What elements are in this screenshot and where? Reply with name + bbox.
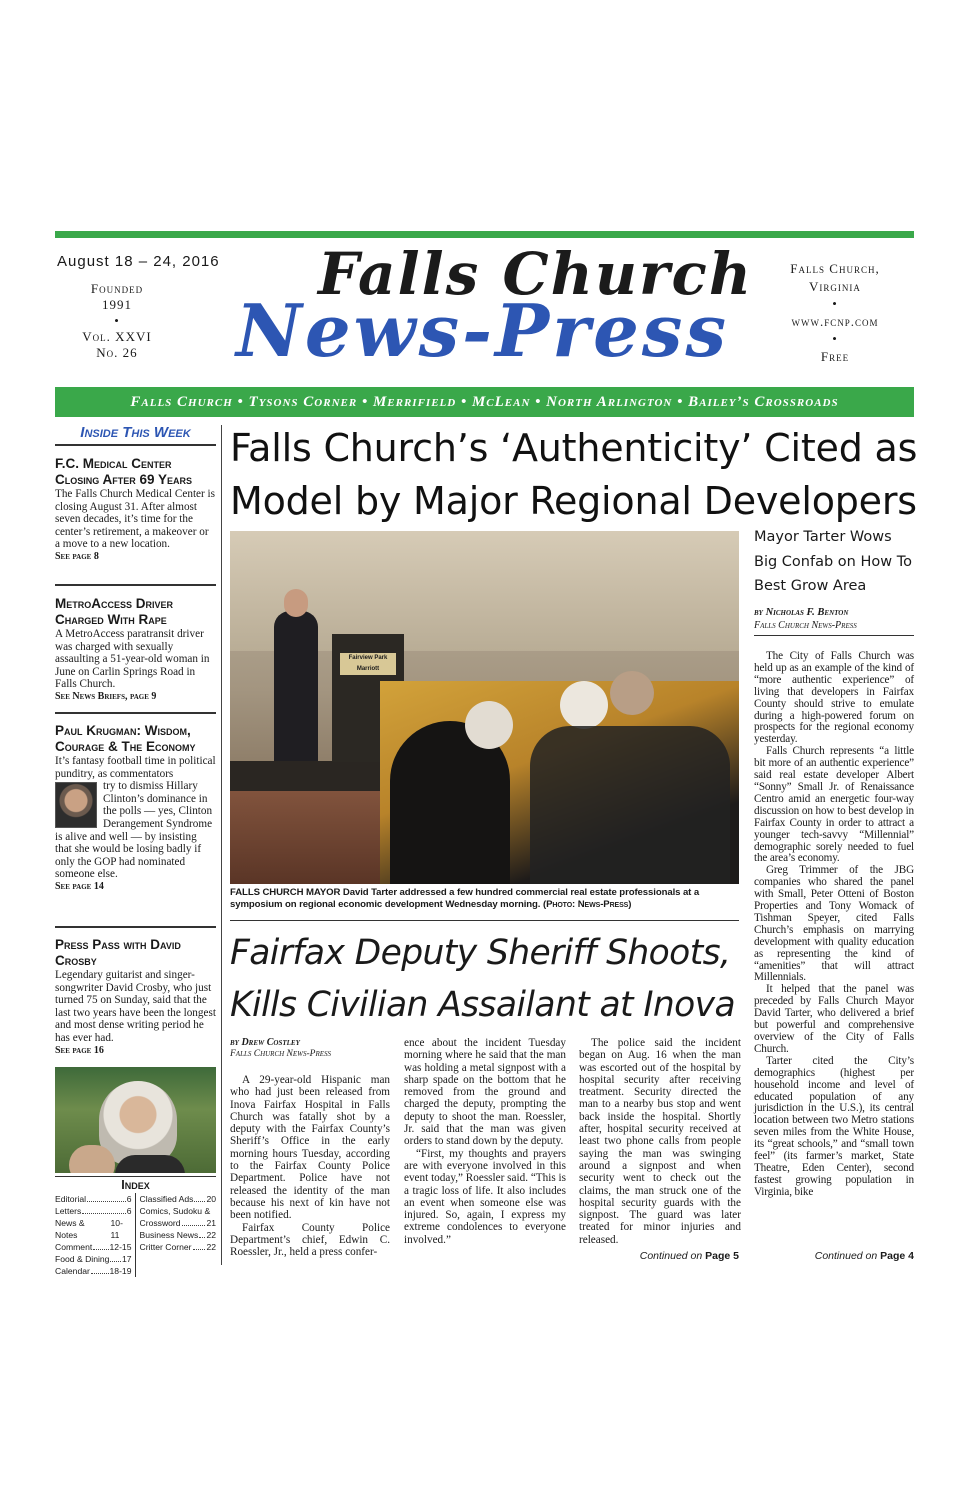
lead-body <box>754 651 914 1199</box>
locations-bar: Falls Church • Tysons Corner • Merrifield • McLean • North Arlington • Bailey’s Crossroads <box>55 387 914 417</box>
logo-news-press: News-Press <box>236 288 729 373</box>
price: Free <box>820 348 850 364</box>
index-right-column <box>136 1193 217 1277</box>
index-leader <box>82 1205 125 1214</box>
index-section: Crossword <box>139 1218 181 1228</box>
speaker <box>274 611 318 761</box>
inside-item-see-page: See News Briefs, page 9 <box>55 690 157 702</box>
lead-photo <box>230 531 739 884</box>
index-leader <box>93 1241 108 1250</box>
lead-outlet: Falls Church News-Press <box>754 620 857 631</box>
inside-item-krugman[interactable] <box>55 723 216 892</box>
caption-text: David Tarter addressed a few hundred commercial real estate professionals at a symposium on regional economic development Wednesday morning. <box>230 887 700 910</box>
index-leader <box>87 1193 126 1202</box>
index-page: 21 <box>206 1218 216 1228</box>
founded-label: Founded <box>90 281 144 296</box>
index-row[interactable] <box>55 1241 132 1253</box>
krugman-photo <box>55 782 97 828</box>
second-continued[interactable] <box>579 1250 739 1262</box>
index-row[interactable] <box>55 1193 132 1205</box>
divider <box>230 920 739 921</box>
second-outlet: Falls Church News-Press <box>230 1049 332 1059</box>
founded-year: 1991 <box>102 297 132 312</box>
index-section: Critter Corner <box>139 1242 192 1252</box>
index-leader <box>194 1193 205 1202</box>
inside-item-see-page: See page 14 <box>55 880 104 892</box>
inside-item-see-page: See page 8 <box>55 550 99 562</box>
lead-byline: by Nicholas F. Benton <box>754 607 849 618</box>
index-leader <box>110 1253 120 1262</box>
paragraph: The City of Falls Church was held up as an example of the kind of “more authentic experience” of living that developers in Fairfax County should strive to emulate during a high-powered forum on prospects for the regional economy yesterday. <box>754 650 914 746</box>
second-body-col2 <box>404 1037 566 1246</box>
inside-item-body-wrap: try to dismiss Hillary Clinton’s dominance in the polls — yes, Clinton Derangement Syndrome <box>103 780 213 830</box>
index-page: 22 <box>206 1230 216 1240</box>
website-link[interactable]: www.fcnp.com <box>791 313 879 329</box>
bullet: • <box>114 313 120 328</box>
paragraph: “First, my thoughts and prayers are with everyone involved in this event today,” Roessler said. “This is a tragic loss of life. It also includes an event when someone else was injured. So, again, I express my extreme condolences to everyone involved.” <box>404 1147 566 1246</box>
inside-item-headline: Paul Krugman: Wisdom, Courage & The Economy <box>55 723 196 754</box>
inside-item-body-rest: is alive and well — by insisting that she would be losing badly if only the GOP had nominated someone else. <box>55 830 202 881</box>
inside-item-medical-center[interactable] <box>55 456 216 562</box>
index-row[interactable] <box>140 1217 217 1229</box>
index-page: 12-15 <box>109 1242 132 1252</box>
inside-this-week-title: Inside This Week <box>80 424 191 441</box>
continued-label: Continued on <box>639 1250 703 1262</box>
divider <box>55 584 216 586</box>
inside-item-body: A MetroAccess paratransit driver was charged with sexually assaulting a 51-year-old woman in June on Carlin Springs Road in Falls Church. <box>55 628 210 691</box>
index-box <box>55 1176 216 1276</box>
masthead-right-info <box>776 260 894 365</box>
index-section: Classified Ads <box>139 1194 194 1204</box>
paragraph: Falls Church represents “a little bit more of an authentic experience” said real estate developer Albert “Sonny” Small Jr. of Renaissance Centro amid an energetic four-way discussion on how to best develop in Fairfax County in order to attract a younger tech-savvy “Millennial” demographic sorely needed to fuel the area’s economy. <box>754 745 914 865</box>
index-row[interactable] <box>55 1217 132 1241</box>
index-section: Editorial <box>55 1194 87 1204</box>
index-page: 18-19 <box>109 1266 132 1276</box>
continued-label: Continued on <box>814 1250 878 1262</box>
index-leader <box>182 1217 206 1226</box>
inside-item-metroaccess[interactable] <box>55 596 216 702</box>
index-row[interactable] <box>140 1229 217 1241</box>
divider <box>55 444 216 446</box>
index-page: 20 <box>206 1194 216 1204</box>
inside-item-body: Legendary guitarist and singer-songwriter David Crosby, who just turned 75 on Sunday, said that the last two years have been the longest and most dense writing period he has ever had. <box>55 969 216 1044</box>
index-leader <box>193 1241 206 1250</box>
index-page: 17 <box>121 1254 132 1264</box>
bullet: • <box>832 296 838 311</box>
index-leader <box>91 1265 109 1274</box>
paragraph: Fairfax County Police Department’s chief, Edwin C. Roessler, Jr., held a press confer- <box>230 1221 390 1259</box>
continued-page: Page 4 <box>880 1250 914 1262</box>
index-left-column <box>55 1193 136 1277</box>
index-title: Index <box>121 1178 150 1192</box>
state: Virginia <box>809 278 861 294</box>
index-page: 6 <box>126 1194 132 1204</box>
caption-credit: (Photo: News-Press) <box>542 899 632 910</box>
index-leader <box>199 1229 205 1238</box>
paragraph: ence about the incident Tuesday morning where he said that the man was holding a metal signpost with a sharp spade on the bottom that he removed from the ground and charged the deputy, prompting the deputy to shoot the man. Roessler, Jr. said that the man was given orders to stand down by the deputy. <box>404 1037 566 1148</box>
founded-volume-block <box>57 281 177 361</box>
inside-item-david-crosby[interactable] <box>55 937 216 1056</box>
paragraph: The police said the incident began on Aug. 16 when the man was escorted out of the hospital by hospital security after receiving treatment. Security directed the man to a nearby bus stop and went back inside the hospital. Shortly after, hospital security received at least two phone calls from people saying the man was swinging around a signpost and when security went to check out the claims, the man struck one of the hospital security guards with the signpost. The guard was later treated for minor injuries and released. <box>579 1037 741 1246</box>
lead-headline[interactable]: Falls Church’s ‘Authenticity’ Cited as Model by Major Regional Developers <box>230 426 918 523</box>
index-row[interactable] <box>55 1205 132 1217</box>
paragraph: It helped that the panel was preceded by Falls Church Mayor David Tarter, who delivered a brief but powerful and comprehensive overview of the City of Falls Church. <box>754 983 914 1055</box>
index-section: Food & Dining <box>55 1254 110 1264</box>
index-row[interactable] <box>55 1265 132 1277</box>
caption-lead: FALLS CHURCH MAYOR <box>230 887 341 898</box>
index-section: Comment <box>55 1242 93 1252</box>
inside-item-headline: Press Pass with David Crosby <box>55 937 181 968</box>
lead-photo-caption <box>230 887 739 911</box>
index-page: 6 <box>126 1206 132 1216</box>
second-headline[interactable]: Fairfax Deputy Sheriff Shoots, Kills Civilian Assailant at Inova <box>230 933 736 1025</box>
issue-date: August 18 – 24, 2016 <box>57 253 220 270</box>
second-byline: by Drew Costley <box>230 1037 300 1048</box>
volume: Vol. XXVI <box>82 329 152 344</box>
divider <box>754 635 914 636</box>
divider <box>55 712 216 714</box>
paragraph: Greg Trimmer of the JBG companies who shared the panel with Small, Peter Otteni of Boston Properties and Tony Womack of Tishman Speyer, cited Falls Church’s emphasis on marrying development with quality education as representing the kind of “amenities” that will attract Millennials. <box>754 864 914 984</box>
lead-subhead: Mayor Tarter Wows Big Confab on How To Best Grow Area <box>754 529 912 594</box>
index-page: 10-11 <box>110 1218 123 1240</box>
index-section: Business News <box>139 1230 199 1240</box>
index-section: Calendar <box>55 1266 90 1276</box>
column-rule <box>221 425 222 1265</box>
index-leader <box>211 1205 215 1214</box>
city: Falls Church, <box>790 261 880 276</box>
masthead-top-bar <box>55 231 914 238</box>
paragraph: A 29-year-old Hispanic man who had just been released from Inova Fairfax Hospital in Falls Church was fatally shot by a deputy with the Fairfax County’s Sheriff’s Office in the early morning hours Tuesday, according to the Fairfax County Police Department. Police have not released the identity of the man because his next of kin have not been notified. <box>230 1074 390 1222</box>
second-body-col1 <box>230 1074 390 1258</box>
second-body-col3 <box>579 1037 741 1246</box>
bullet: • <box>832 331 838 346</box>
index-section: Comics, Sudoku & <box>139 1206 211 1216</box>
index-page: 22 <box>206 1242 216 1252</box>
divider <box>55 926 216 928</box>
logo-falls-church: Falls Church <box>318 240 754 308</box>
continued-page: Page 5 <box>705 1250 739 1262</box>
index-section: News & Notes <box>55 1218 85 1240</box>
podium-sign: Fairview Park Marriott <box>340 653 396 675</box>
lead-continued[interactable] <box>754 1250 914 1262</box>
david-crosby-photo <box>55 1067 216 1173</box>
inside-item-body: It’s fantasy football time in political punditry, as commentators <box>55 755 216 780</box>
index-row[interactable] <box>140 1241 217 1253</box>
inside-item-headline: F.C. Medical Center Closing After 69 Years <box>55 456 193 487</box>
index-row[interactable] <box>55 1253 132 1265</box>
index-row[interactable] <box>140 1193 217 1205</box>
paragraph: Tarter cited the City’s demographics (highest per household income and level of educated population of any jurisdiction in the U.S.), its central location between two Metro stations seven miles from the White House, its “great schools,” and “small town feel” (its farmer’s market, State Theatre, Eden Center), second fastest growing population in Virginia, bike <box>754 1054 914 1198</box>
issue-number: No. 26 <box>96 345 138 360</box>
index-row[interactable] <box>140 1205 217 1217</box>
inside-item-see-page: See page 16 <box>55 1044 104 1056</box>
index-section: Letters <box>55 1206 82 1216</box>
inside-item-headline: MetroAccess Driver Charged With Rape <box>55 596 174 627</box>
inside-item-body: The Falls Church Medical Center is closing August 31. After almost seven decades, it’s time for the center’s retirement, a makeover or a move to a new location. <box>55 488 216 551</box>
